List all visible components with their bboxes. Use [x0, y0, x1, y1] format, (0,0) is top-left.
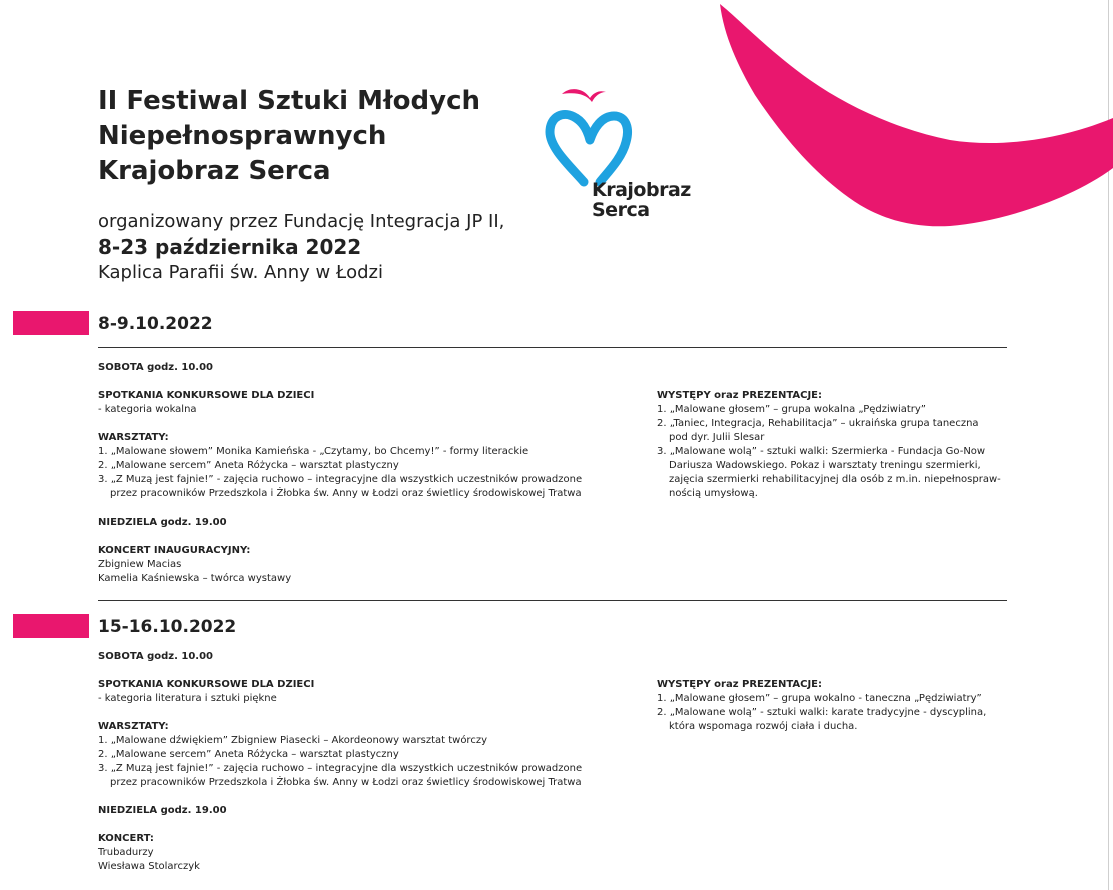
festival-dates: 8-23 października 2022 — [98, 235, 362, 259]
section-2-marker — [13, 614, 89, 638]
list-item: która wspomaga rozwój ciała i ducha. — [669, 721, 858, 732]
section-1-workshops — [98, 431, 582, 501]
list-item: 2. „Malowane sercem” Aneta Różycka – warsztat plastyczny — [98, 460, 399, 471]
list-item: 1. „Malowane słowem” Monika Kamieńska - „Czytamy, bo Chcemy!” - formy literackie — [98, 446, 529, 457]
list-item: 2. „Malowane sercem” Aneta Różycka – warsztat plastyczny — [98, 749, 399, 760]
list-item: nością umysłową. — [669, 488, 758, 499]
section-1-contest-heading: SPOTKANIA KONKURSOWE DLA DZIECI — [98, 390, 315, 401]
title-line-3: Krajobraz Serca — [98, 156, 331, 186]
section-2-workshops-heading: WARSZTATY: — [98, 721, 169, 732]
logo-text-line-1: Krajobraz — [592, 179, 691, 201]
list-item: przez pracowników Przedszkola i Żłobka św. Anny w Łodzi oraz świetlicy środowiskowej Tratwa — [110, 488, 582, 499]
section-2-workshops — [98, 720, 582, 790]
section-1-marker — [13, 311, 89, 335]
title-line-2: Niepełnosprawnych — [98, 121, 387, 151]
section-1-date: 8-9.10.2022 — [98, 314, 213, 334]
section-1-concert — [98, 544, 291, 586]
section-1-divider — [98, 347, 1007, 348]
list-item: 1. „Malowane głosem” – grupa wokalna „Pędziwiatry” — [657, 404, 926, 415]
list-item: 3. „Z Muzą jest fajnie!” - zajęcia ruchowo – integracyjne dla wszystkich uczestników prowadzone — [98, 763, 583, 774]
list-item: przez pracowników Przedszkola i Żłobka św. Anny w Łodzi oraz świetlicy środowiskowej Tratwa — [110, 777, 582, 788]
festival-venue: Kaplica Parafii św. Anny w Łodzi — [98, 262, 384, 283]
section-1-saturday: SOBOTA godz. 10.00 — [98, 362, 214, 373]
section-1-perf-heading: WYSTĘPY oraz PREZENTACJE: — [657, 390, 823, 401]
list-item: Dariusza Wadowskiego. Pokaz i warsztaty treningu szermierki, — [669, 460, 981, 471]
list-item: zajęcia szermierki rehabilitacyjnej dla osób z m.in. niepełnospraw- — [669, 474, 1001, 485]
pink-swoosh-decoration — [700, 0, 1113, 230]
section-2-saturday: SOBOTA godz. 10.00 — [98, 651, 214, 662]
section-1-workshops-heading: WARSZTATY: — [98, 432, 169, 443]
list-item: 3. „Z Muzą jest fajnie!” - zajęcia ruchowo – integracyjne dla wszystkich uczestników prowadzone — [98, 474, 583, 485]
section-2-contest — [98, 678, 314, 706]
section-1-contest — [98, 389, 314, 417]
list-item: 1. „Malowane dźwiękiem” Zbigniew Piasecki – Akordeonowy warsztat twórczy — [98, 735, 487, 746]
section-2-contest-category: - kategoria literatura i sztuki piękne — [98, 693, 277, 704]
section-2-concert — [98, 832, 200, 874]
list-item: pod dyr. Julii Slesar — [669, 432, 765, 443]
logo-text — [592, 180, 691, 220]
section-2-date: 15-16.10.2022 — [98, 617, 237, 637]
section-1-sunday: NIEDZIELA godz. 19.00 — [98, 517, 227, 528]
section-divider — [98, 600, 1007, 601]
section-2-concert-heading: KONCERT: — [98, 833, 154, 844]
festival-title — [98, 84, 480, 189]
section-2-sunday: NIEDZIELA godz. 19.00 — [98, 805, 227, 816]
list-item: 1. „Malowane głosem” – grupa wokalno - taneczna „Pędziwiatry” — [657, 693, 982, 704]
list-item: Kamelia Kaśniewska – twórca wystawy — [98, 573, 292, 584]
section-2-contest-heading: SPOTKANIA KONKURSOWE DLA DZIECI — [98, 679, 315, 690]
list-item: Zbigniew Macias — [98, 559, 182, 570]
logo-text-line-2: Serca — [592, 199, 650, 221]
list-item: 2. „Malowane wolą” - sztuki walki: karate tradycyjne - dyscyplina, — [657, 707, 987, 718]
section-2-perf-heading: WYSTĘPY oraz PREZENTACJE: — [657, 679, 823, 690]
list-item: 3. „Malowane wolą” - sztuki walki: Szermierka - Fundacja Go-Now — [657, 446, 986, 457]
list-item: 2. „Taniec, Integracja, Rehabilitacja” – ukraińska grupa taneczna — [657, 418, 979, 429]
section-1-contest-category: - kategoria wokalna — [98, 404, 197, 415]
list-item: Wiesława Stolarczyk — [98, 861, 200, 872]
organizer-text: organizowany przez Fundację Integracja JP II, — [98, 211, 505, 232]
section-1-concert-heading: KONCERT INAUGURACYJNY: — [98, 545, 251, 556]
section-1-performances — [657, 389, 1001, 501]
section-2-performances — [657, 678, 986, 734]
list-item: Trubadurzy — [98, 847, 154, 858]
title-line-1: II Festiwal Sztuki Młodych — [98, 86, 481, 116]
